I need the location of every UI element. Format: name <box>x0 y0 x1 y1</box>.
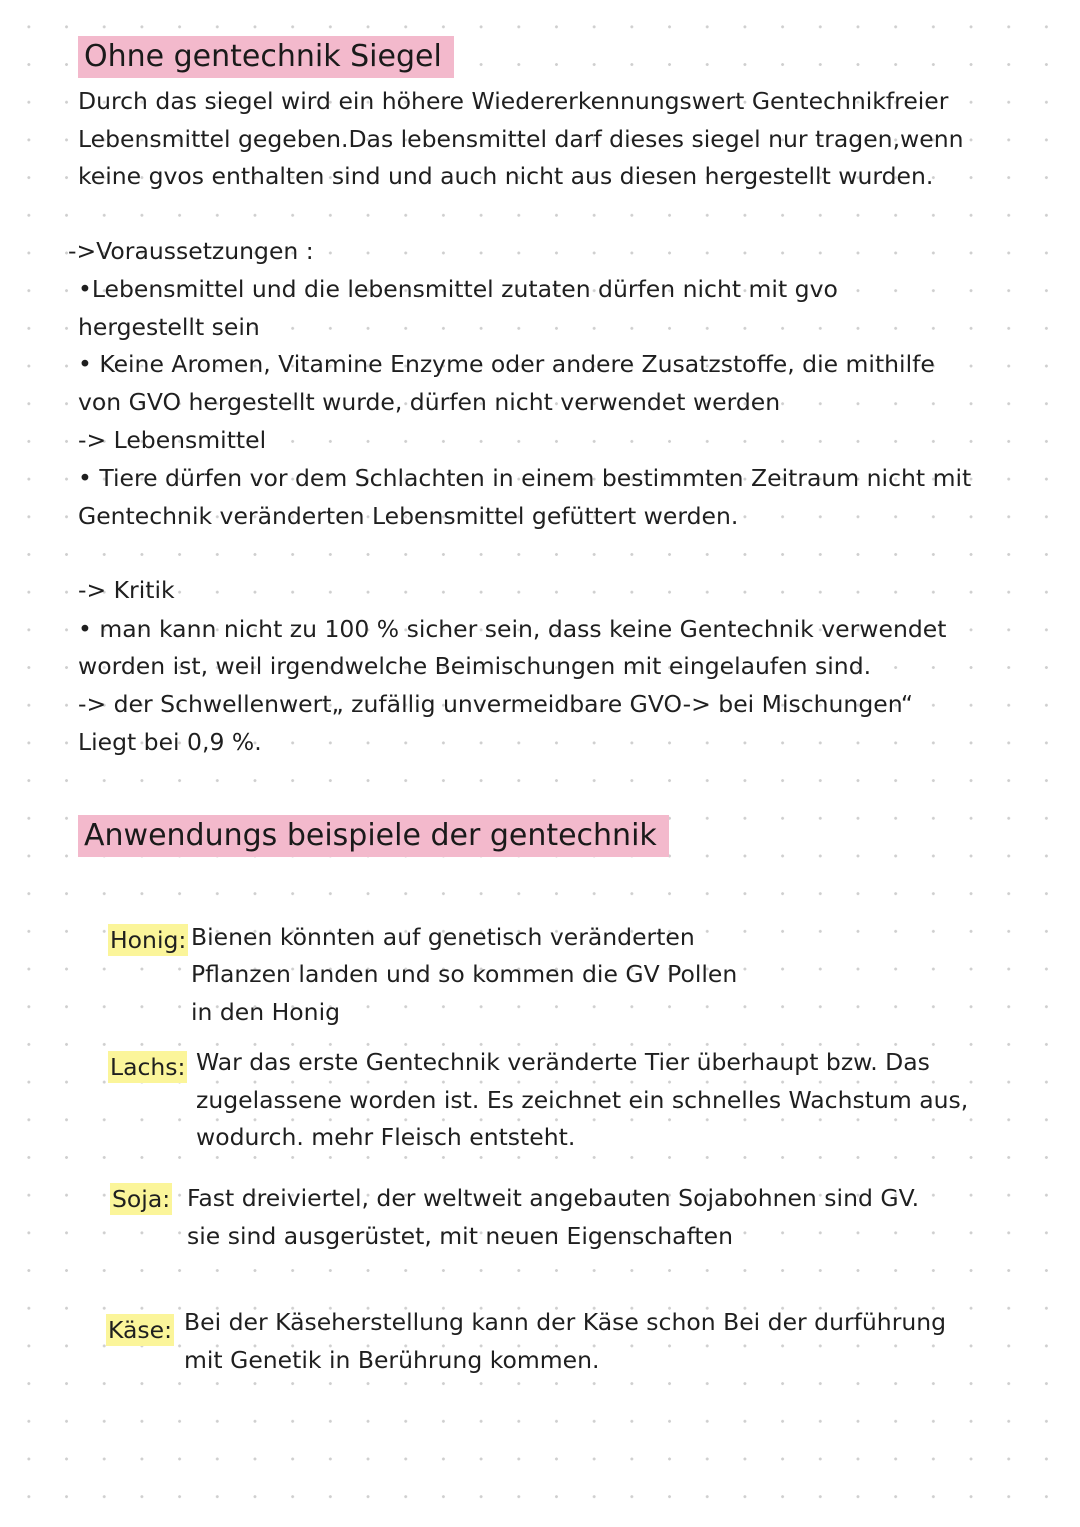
requirement-line: Gentechnik veränderten Lebensmittel gefüttert werden. <box>78 502 739 530</box>
requirements-heading: ->Voraussetzungen : <box>68 237 314 265</box>
section-title-siegel: Ohne gentechnik Siegel <box>78 36 454 78</box>
example-line: sie sind ausgerüstet, mit neuen Eigenschaften <box>187 1222 733 1250</box>
intro-line: Lebensmittel gegeben.Das lebensmittel darf dieses siegel nur tragen,wenn <box>78 125 964 153</box>
requirement-line: • Keine Aromen, Vitamine Enzyme oder andere Zusatzstoffe, die mithilfe <box>78 350 935 378</box>
example-line: War das erste Gentechnik veränderte Tier überhaupt bzw. Das <box>196 1048 930 1076</box>
section-title-anwendungen: Anwendungs beispiele der gentechnik <box>78 815 669 857</box>
requirement-line: • Tiere dürfen vor dem Schlachten in einem bestimmten Zeitraum nicht mit <box>78 464 972 492</box>
example-line: wodurch. mehr Fleisch entsteht. <box>196 1123 576 1151</box>
example-label-honig: Honig: <box>110 926 187 954</box>
example-line: Fast dreiviertel, der weltweit angebauten Sojabohnen sind GV. <box>187 1184 920 1212</box>
requirement-line: •Lebensmittel und die lebensmittel zutaten dürfen nicht mit gvo <box>78 275 838 303</box>
requirement-line: von GVO hergestellt wurde, dürfen nicht verwendet werden <box>78 388 781 416</box>
example-label-kaese: Käse: <box>108 1316 173 1344</box>
example-line: zugelassene worden ist. Es zeichnet ein schnelles Wachstum aus, <box>196 1086 969 1114</box>
example-line: Pflanzen landen und so kommen die GV Pollen <box>191 960 738 988</box>
criticism-line: worden ist, weil irgendwelche Beimischungen mit eingelaufen sind. <box>78 652 872 680</box>
criticism-line: • man kann nicht zu 100 % sicher sein, dass keine Gentechnik verwendet <box>78 615 947 643</box>
example-label-lachs: Lachs: <box>110 1053 186 1081</box>
example-line: Bienen könnten auf genetisch veränderten <box>191 923 695 951</box>
example-line: mit Genetik in Berührung kommen. <box>184 1346 600 1374</box>
example-line: Bei der Käseherstellung kann der Käse schon Bei der durführung <box>184 1308 947 1336</box>
criticism-heading: -> Kritik <box>78 576 175 604</box>
intro-line: Durch das siegel wird ein höhere Wiedererkennungswert Gentechnikfreier <box>78 87 949 115</box>
criticism-line: -> der Schwellenwert„ zufällig unvermeidbare GVO-> bei Mischungen“ <box>78 690 914 718</box>
intro-line: keine gvos enthalten sind und auch nicht aus diesen hergestellt wurden. <box>78 162 934 190</box>
example-label-soja: Soja: <box>112 1185 171 1213</box>
example-line: in den Honig <box>191 998 341 1026</box>
requirement-line: -> Lebensmittel <box>78 426 267 454</box>
requirement-line: hergestellt sein <box>78 313 260 341</box>
criticism-line: Liegt bei 0,9 %. <box>78 728 262 756</box>
